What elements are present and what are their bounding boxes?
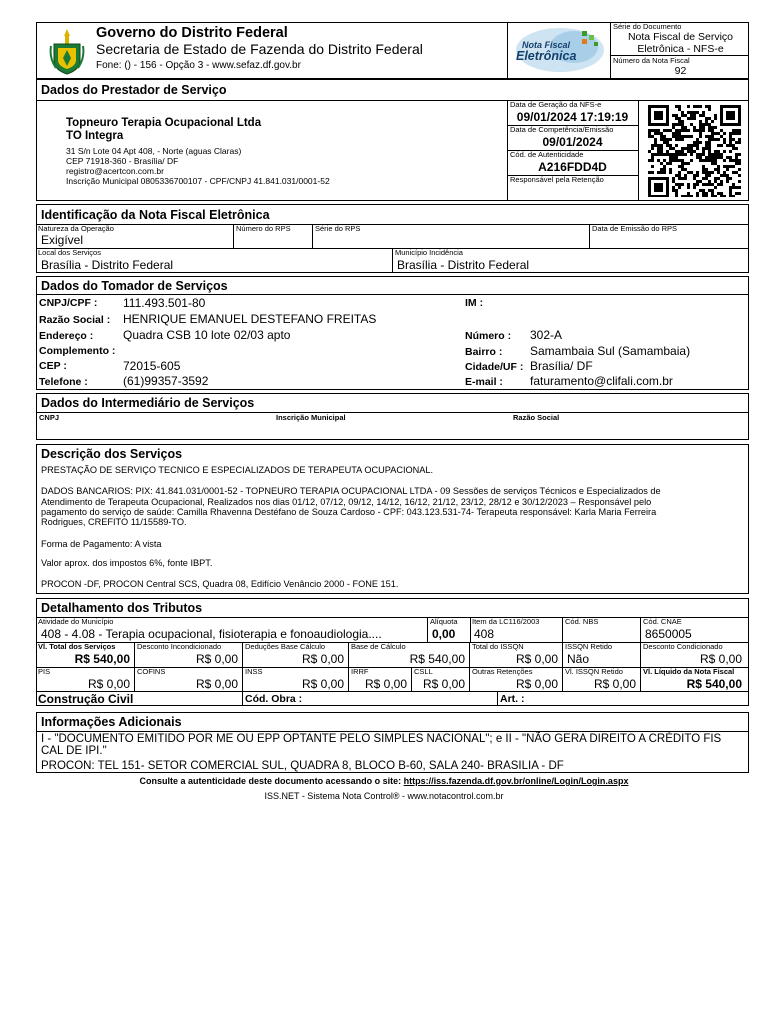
csll-value: R$ 0,00	[422, 677, 465, 691]
trib-r2-d6	[640, 642, 641, 667]
descricao-line-3: Forma de Pagamento: A vista	[41, 539, 162, 549]
construcao-label: Construção Civil	[38, 692, 134, 706]
descricao-line-2c: pagamento do serviço de saúde: Camilla Rhavenna Destéfano de Souza Cardoso - CPF: 043.123.531-74- Terapeuta responsável: Karla Maria Ferreira	[41, 507, 657, 517]
vl-total-label: Vl. Total dos Serviços	[38, 642, 116, 651]
trib-r1-d4	[640, 617, 641, 642]
descricao-section-title: Descrição dos Serviços	[41, 447, 183, 461]
desc-incond-label: Desconto Incondicionado	[137, 642, 222, 651]
cofins-label: COFINS	[137, 667, 166, 676]
footer-issnet: ISS.NET - Sistema Nota Control® - www.notacontrol.com.br	[264, 791, 504, 801]
total-issqn-value: R$ 0,00	[515, 652, 558, 666]
prestador-name-1: Topneuro Terapia Ocupacional Ltda	[66, 117, 262, 129]
liquido-value: R$ 540,00	[686, 677, 742, 691]
desc-incond-value: R$ 0,00	[195, 652, 238, 666]
info-section-title: Informações Adicionais	[41, 715, 182, 729]
secretaria-title: Secretaria de Estado de Fazenda do Distrito Federal	[96, 41, 423, 57]
trib-r2-d1	[134, 642, 135, 667]
id-div-4	[392, 248, 393, 273]
prestador-title-line	[36, 100, 749, 101]
inter-cnpj-label: CNPJ	[39, 413, 60, 422]
endereco-label: Endereço :	[39, 330, 94, 342]
prestador-addr-3: registro@acertcon.com.br	[66, 166, 164, 176]
trib-r3-d5	[469, 667, 470, 691]
inter-im-label: Inscrição Municipal	[276, 413, 346, 422]
fone-line: Fone: () - 156 - Opção 3 - www.sefaz.df.gov.br	[96, 60, 301, 71]
footer-consulte	[0, 776, 768, 787]
pis-value: R$ 0,00	[87, 677, 130, 691]
id-div-1	[233, 224, 234, 248]
cep-label: CEP :	[39, 360, 67, 372]
prestador-section-title: Dados do Prestador de Serviço	[41, 83, 227, 97]
geracao-value: 09/01/2024 17:19:19	[516, 110, 629, 124]
issqn-retido-value: Não	[567, 652, 590, 666]
atividade-value: 408 - 4.08 - Terapia ocupacional, fisioterapia e fonoaudiologia....	[41, 627, 382, 641]
trib-r1-d1	[427, 617, 428, 642]
numero-nota-label: Número da Nota Fiscal	[613, 56, 690, 65]
id-div-3	[589, 224, 590, 248]
descricao-line-4: Valor aprox. dos impostos 6%, fonte IBPT.	[41, 558, 213, 568]
endereco-value: Quadra CSB 10 lote 02/03 apto	[123, 328, 291, 342]
info-line-1b: CAL DE IPI."	[41, 745, 107, 757]
tomador-section-title: Dados do Tomador de Serviços	[41, 279, 228, 293]
outras-value: R$ 0,00	[515, 677, 558, 691]
prestador-addr-1: 31 S/n Lote 04 Apt 408, - Norte (aguas Claras)	[66, 146, 242, 156]
geracao-label: Data de Geração da NFS-e	[510, 100, 602, 109]
razao-label: Razão Social :	[39, 314, 111, 326]
tomador-title-line	[36, 294, 749, 295]
local-label: Local dos Serviços	[38, 248, 101, 257]
descricao-line-1: PRESTAÇÃO DE SERVIÇO TECNICO E ESPECIALIZADOS DE TERAPEUTA OCUPACIONAL.	[41, 465, 434, 475]
trib-line-4	[36, 691, 749, 692]
competencia-value: 09/01/2024	[542, 135, 603, 149]
outras-label: Outras Retenções	[472, 667, 533, 676]
email-label: E-mail :	[465, 376, 503, 388]
irrf-value: R$ 0,00	[364, 677, 407, 691]
pis-label: PIS	[38, 667, 51, 676]
inter-razao-label: Razão Social	[513, 413, 560, 422]
trib-r4-d1	[242, 691, 243, 706]
cep-value: 72015-605	[123, 359, 181, 373]
trib-r2-d5	[562, 642, 563, 667]
base-label: Base de Cálculo	[351, 642, 406, 651]
nbs-label: Cód. NBS	[565, 617, 599, 626]
competencia-label: Data de Competência/Emissão	[510, 125, 614, 134]
inss-value: R$ 0,00	[301, 677, 344, 691]
logo-text-1: Nota Fiscal	[522, 40, 571, 50]
prestador-addr-2: CEP 71918-360 - Brasília/ DF	[66, 156, 179, 166]
descricao-line-2b: Atendimento de Terapeuta Ocupacional, Realizados nos dias 01/12, 07/12, 09/12, 14/12, 16/12, 21/12, 23/12, 28/12 e 30/12/2023 – Responsável pelo	[41, 497, 652, 507]
atividade-label: Atividade do Município	[38, 617, 114, 626]
descricao-line-5: PROCON -DF, PROCON Central SCS, Quadra 08, Edifício Venâncio 2000 - FONE 151.	[41, 579, 399, 589]
nota-fiscal-eletronica-logo	[512, 25, 606, 75]
desc-cond-value: R$ 0,00	[699, 652, 742, 666]
info-line-1a: I - "DOCUMENTO EMITIDO POR ME OU EPP OPTANTE PELO SIMPLES NACIONAL"; e II - "NÃO GERA DIREITO A CRÉDITO FIS	[41, 733, 722, 745]
trib-r3-d4	[411, 667, 412, 691]
liquido-label: Vl. Líquido da Nota Fiscal	[643, 667, 735, 676]
bairro-value: Samambaia Sul (Samambaia)	[530, 344, 691, 358]
serie-rps-label: Série do RPS	[315, 224, 361, 233]
trib-r2-d4	[469, 642, 470, 667]
identificacao-section-title: Identificação da Nota Fiscal Eletrônica	[41, 208, 270, 222]
trib-r3-d3	[348, 667, 349, 691]
csll-label: CSLL	[414, 667, 433, 676]
deducoes-value: R$ 0,00	[301, 652, 344, 666]
numero-rps-label: Número do RPS	[236, 224, 291, 233]
natureza-value: Exigível	[41, 233, 84, 247]
prestador-addr-4: Inscrição Municipal 0805336700107 - CPF/CNPJ 41.841.031/0001-52	[66, 176, 330, 186]
gov-title: Governo do Distrito Federal	[96, 25, 288, 41]
intermediario-section-title: Dados do Intermediário de Serviços	[41, 396, 255, 410]
intermediario-title-line	[36, 412, 749, 413]
natureza-label: Natureza da Operação	[38, 224, 114, 233]
autenticidade-label: Cód. de Autenticidade	[510, 150, 584, 159]
telefone-value: (61)99357-3592	[123, 374, 209, 388]
aliquota-value: 0,00	[432, 627, 456, 641]
trib-r2-d2	[242, 642, 243, 667]
cnpj-label: CNPJ/CPF :	[39, 297, 98, 309]
info-title-line	[36, 731, 749, 732]
descricao-line-2a: DADOS BANCARIOS: PIX: 41.841.031/0001-52 - TOPNEURO TERAPIA OCUPACIONAL LTDA - 09 Sessões de serviços Técnicos e Especializados de	[41, 486, 661, 496]
serie-value-1: Nota Fiscal de Serviço	[627, 31, 734, 43]
footer-link[interactable]: https://iss.fazenda.df.gov.br/online/Login/Login.aspx	[403, 776, 629, 786]
trib-r3-d2	[242, 667, 243, 691]
cod-obra-label: Cód. Obra :	[245, 693, 303, 705]
numero-nota-value: 92	[674, 65, 687, 77]
total-issqn-label: Total do ISSQN	[472, 642, 524, 651]
autenticidade-value: A216FDD4D	[538, 160, 607, 174]
trib-r1-d2	[470, 617, 471, 642]
id-div-2	[312, 224, 313, 248]
trib-r1-d3	[562, 617, 563, 642]
bairro-label: Bairro :	[465, 346, 503, 358]
retencao-label: Responsável pela Retenção	[510, 175, 604, 184]
municipio-label: Município Incidência	[395, 248, 463, 257]
vl-total-value: R$ 540,00	[74, 652, 130, 666]
inss-label: INSS	[245, 667, 263, 676]
municipio-value: Brasília - Distrito Federal	[397, 258, 530, 272]
desc-cond-label: Desconto Condicionado	[643, 642, 723, 651]
numero-label: Número :	[465, 330, 512, 342]
cnae-value: 8650005	[645, 627, 692, 641]
trib-r3-d6	[562, 667, 563, 691]
prestador-divider-right	[638, 100, 639, 200]
trib-r2-d3	[348, 642, 349, 667]
data-rps-label: Data de Emissão do RPS	[592, 224, 678, 233]
telefone-label: Telefone :	[39, 376, 88, 388]
tributos-section-title: Detalhamento dos Tributos	[41, 601, 203, 615]
item-label: Item da LC116/2003	[472, 617, 540, 626]
razao-value: HENRIQUE EMANUEL DESTEFANO FREITAS	[123, 312, 377, 326]
item-value: 408	[474, 627, 495, 641]
serie-value-2: Eletrônica - NFS-e	[637, 43, 724, 55]
header-divider-1	[507, 22, 508, 79]
cidade-value: Brasília/ DF	[530, 359, 593, 373]
irrf-label: IRRF	[351, 667, 369, 676]
qr-code	[648, 105, 742, 197]
prestador-name-2: TO Integra	[66, 130, 124, 142]
complemento-label: Complemento :	[39, 345, 116, 357]
aliquota-label: Alíquota	[430, 617, 458, 626]
numero-value: 302-A	[530, 328, 563, 342]
cnpj-value: 111.493.501-80	[123, 296, 206, 310]
deducoes-label: Deduções Base Cálculo	[245, 642, 326, 651]
email-value: faturamento@clifali.com.br	[530, 374, 673, 388]
header-divider-2	[610, 22, 611, 79]
trib-r3-d1	[134, 667, 135, 691]
cnae-label: Cód. CNAE	[643, 617, 682, 626]
issqn-retido-label: ISSQN Retido	[565, 642, 613, 651]
local-value: Brasília - Distrito Federal	[41, 258, 174, 272]
footer-consulte-text: Consulte a autenticidade deste documento acessando o site:	[139, 776, 402, 786]
vl-issqn-retido-value: R$ 0,00	[593, 677, 636, 691]
trib-r4-d2	[497, 691, 498, 706]
im-label: IM :	[465, 297, 484, 309]
art-label: Art. :	[500, 693, 525, 705]
base-value: R$ 540,00	[409, 652, 465, 666]
logo-text-2: Eletrônica	[516, 49, 577, 63]
info-line-2: PROCON: TEL 151- SETOR COMERCIAL SUL, QUADRA 8, BLOCO B-60, SALA 240- BRASILIA - DF	[41, 760, 564, 772]
descricao-line-2d: Rodrigues, CREFITO 11/15589-TO.	[41, 517, 187, 527]
serie-label: Série do Documento	[613, 22, 682, 31]
trib-r3-d7	[640, 667, 641, 691]
df-coat-of-arms-icon	[48, 28, 86, 76]
vl-issqn-retido-label: Vl. ISSQN Retido	[565, 667, 623, 676]
cofins-value: R$ 0,00	[195, 677, 238, 691]
cidade-label: Cidade/UF :	[465, 361, 524, 373]
